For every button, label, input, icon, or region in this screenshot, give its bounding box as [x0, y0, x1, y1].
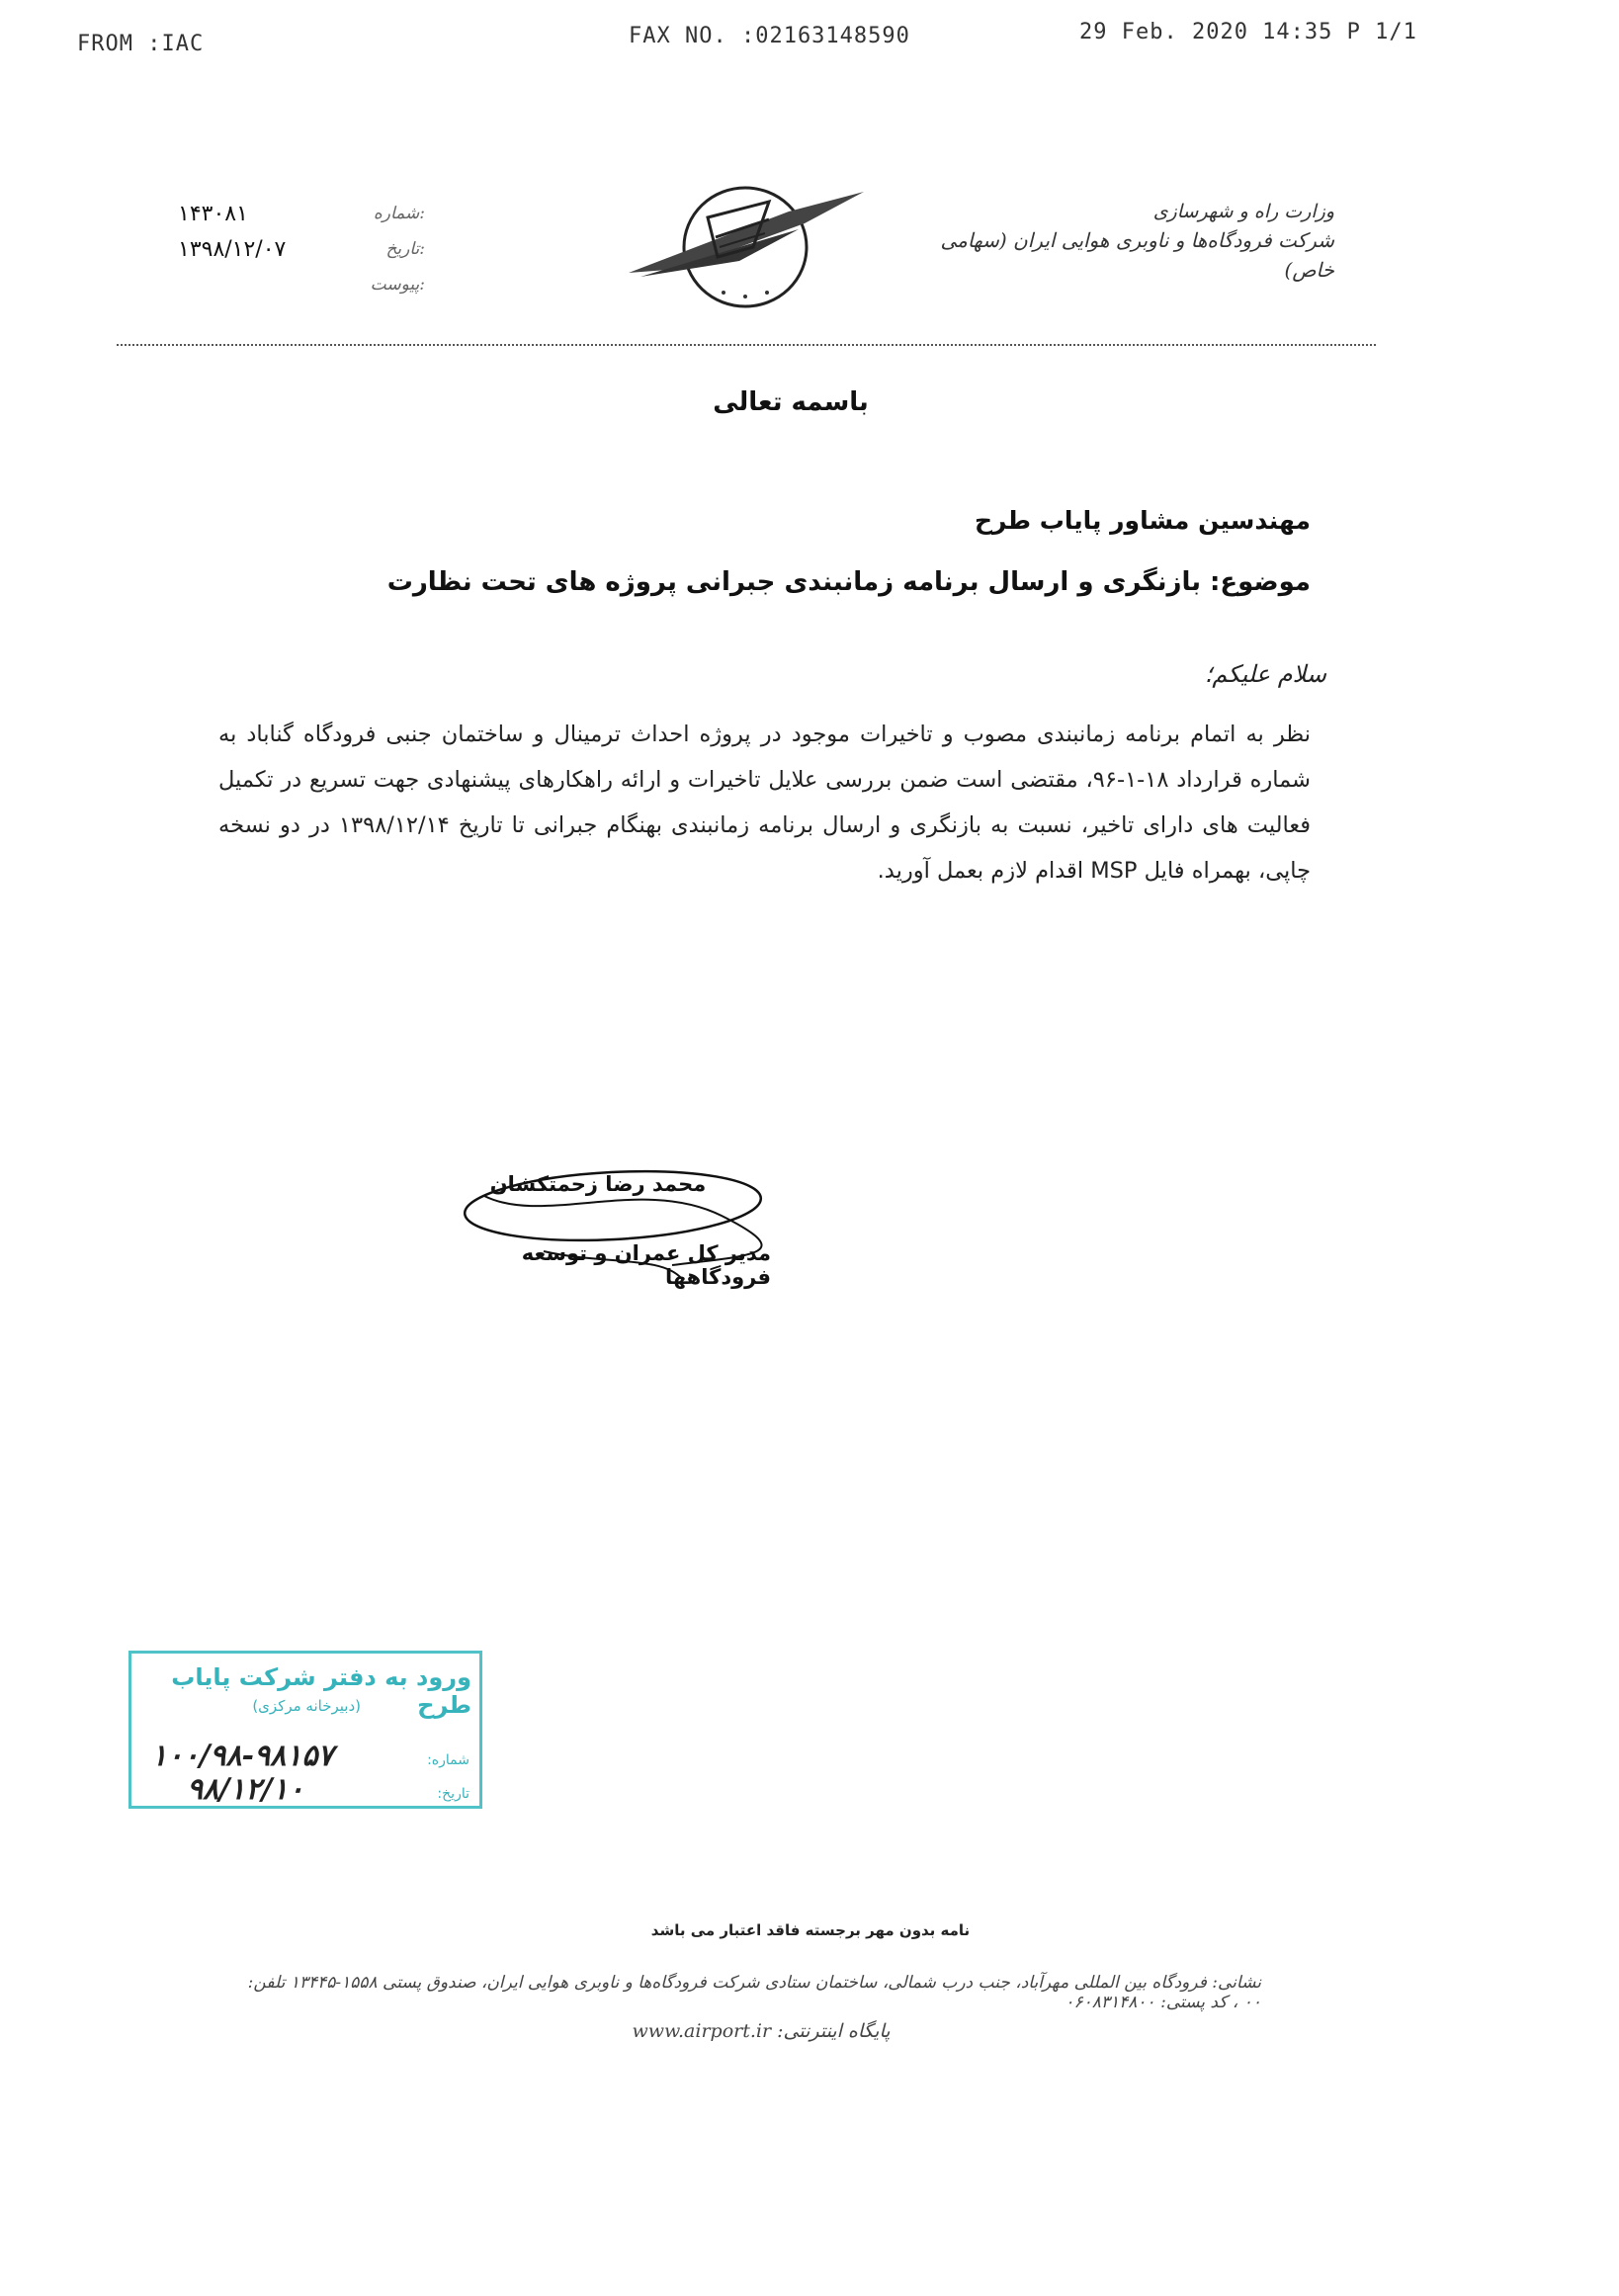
footer-website: پایگاه اینترنتی: www.airport.ir: [632, 2020, 891, 2042]
footer-address: نشانی: فرودگاه بین المللی مهرآباد، جنب درب شمالی، ساختمان ستادی شرکت فرودگاه‌ها و ناوبری هوایی ایران، صندوق پستی ۱۵۵۸-۱۳۴۴۵ تلفن: ۰۰ ، کد پستی: ۰۶۰۸۳۱۴۸۰۰: [247, 1973, 1261, 2012]
signer-title: مدیر کل عمران و توسعه فرودگاهها: [521, 1241, 771, 1289]
fax-date-page: 29 Feb. 2020 14:35 P 1/1: [1079, 20, 1417, 44]
stamp-date: ۹۸/۱۲/۱۰: [187, 1772, 304, 1807]
letter-greeting: سلام علیکم؛: [1204, 660, 1326, 688]
fax-from: FROM :IAC: [77, 32, 205, 56]
fax-number: FAX NO. :02163148590: [629, 24, 910, 48]
reference-date: ۱۳۹۸/۱۲/۰۷: [178, 236, 287, 262]
letterhead-divider: [117, 344, 1376, 346]
reference-date-label: تاریخ:: [385, 239, 425, 259]
reference-number-label: شماره:: [373, 204, 425, 223]
letter-subject: موضوع: بازنگری و ارسال برنامه زمانبندی جبرانی پروژه های تحت نظارت: [386, 567, 1311, 597]
stamp-title: ورود به دفتر شرکت پایاب طرح: [171, 1663, 471, 1719]
attachment-label: پیوست:: [370, 275, 425, 295]
reference-date-row: [178, 231, 425, 267]
stamp-date-label: تاریخ:: [437, 1786, 469, 1802]
attachment-row: [178, 267, 425, 302]
airport-company-logo: [621, 178, 870, 316]
signer-name: محمد رضا زحمتکشان: [489, 1172, 707, 1196]
reference-block: [178, 196, 425, 302]
letter-recipient: مهندسین مشاور پایاب طرح: [974, 506, 1311, 535]
reference-number-row: [178, 196, 425, 231]
reference-number: ۱۴۳۰۸۱: [178, 201, 248, 226]
letter-body: نظر به اتمام برنامه زمانبندی مصوب و تاخیرات موجود در پروژه احداث ترمینال و ساختمان جنبی فرودگاه گناباد به شماره قرارداد ۱۸-۱-۹۶، مقتضی است ضمن بررسی علایل تاخیرات و ارائه راهکارهای پیشنهادی جهت تسریع در تکمیل فعالیت های دارای تاخیر، نسبت به بازنگری و ارسال برنامه زمانبندی بهنگام جبرانی تا تاریخ ۱۳۹۸/۱۲/۱۴ در دو نسخه چاپی، بهمراه فایل MSP اقدام لازم بعمل آورید.: [218, 722, 1311, 884]
stamp-number: ۱۰۰/۹۸-۹۸۱۵۷: [151, 1739, 334, 1773]
letter-invocation: باسمه تعالی: [713, 387, 869, 417]
signature-block: [425, 1156, 801, 1289]
received-stamp: [128, 1651, 482, 1809]
stamp-number-label: شماره:: [427, 1752, 469, 1768]
footer-validity-note: نامه بدون مهر برجسته فاقد اعتبار می باشد: [650, 1921, 971, 1939]
company-name: شرکت فرودگاه‌ها و ناوبری هوایی ایران (سهامی خاص): [940, 228, 1334, 282]
stamp-subtitle: (دبیرخانه مرکزی): [252, 1697, 361, 1715]
organization-name: [939, 198, 1334, 285]
ministry-name: وزارت راه و شهرسازی: [1152, 201, 1334, 222]
